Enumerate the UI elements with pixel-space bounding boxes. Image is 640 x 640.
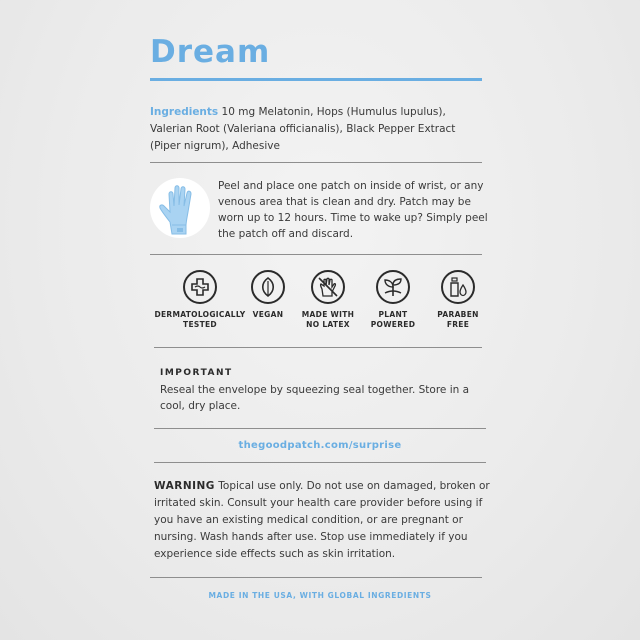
cross-skin-icon	[189, 276, 211, 298]
badge-label: NO LATEX	[306, 320, 350, 329]
badge-label: VEGAN	[252, 310, 284, 319]
divider	[150, 162, 482, 163]
ingredients-label: Ingredients	[150, 106, 219, 118]
glove-icon	[150, 178, 210, 238]
important-heading: IMPORTANT	[160, 368, 233, 378]
warning-label: WARNING	[154, 480, 215, 492]
warning-block	[154, 478, 498, 563]
badge-label: PLANT	[378, 310, 408, 319]
product-title: Dream	[150, 34, 271, 70]
glove-illustration	[150, 178, 210, 238]
title-underline	[150, 78, 482, 81]
website-link[interactable]: thegoodpatch.com/surprise	[238, 440, 402, 451]
divider	[154, 462, 486, 463]
badge-label: MADE WITH	[301, 310, 355, 319]
badge-label: DERMATOLOGICALLY	[154, 310, 246, 319]
leaf-icon	[257, 276, 279, 298]
bottle-icon	[447, 276, 469, 298]
divider	[150, 254, 482, 255]
no-glove-icon	[317, 276, 339, 298]
badge-paraben-free	[408, 270, 508, 330]
warning-text: Topical use only. Do not use on damaged, broken or irritated skin. Consult your health care provider before using if you have an existing medical condition, or are pregnant or nursing. Wash hands after use. Stop use immediately if you experience side effects such as skin irritation.	[154, 480, 490, 560]
divider	[154, 428, 486, 429]
badge-label: POWERED	[370, 320, 416, 329]
badges-row	[150, 270, 490, 336]
badge-label: PARABEN	[437, 310, 479, 319]
important-text: Reseal the envelope by squeezing seal together. Store in a cool, dry place.	[160, 384, 470, 412]
instructions-text: Peel and place one patch on inside of wrist, or any venous area that is clean and dry. Patch may be worn up to 12 hours. Time to wake up? Simply peel the patch off and discard.	[218, 180, 488, 240]
ingredients-text: 10 mg Melatonin, Hops (Humulus lupulus), Valerian Root (Valeriana officianalis), Black Pepper Extract (Piper nigrum), Adhesive	[150, 106, 456, 152]
divider	[154, 347, 482, 348]
divider	[150, 577, 482, 578]
badge-label: TESTED	[183, 320, 217, 329]
badge-label: FREE	[446, 320, 470, 329]
ingredients-block	[150, 104, 484, 155]
origin-footer: MADE IN THE USA, WITH GLOBAL INGREDIENTS	[208, 591, 432, 600]
sprout-icon	[382, 276, 404, 298]
